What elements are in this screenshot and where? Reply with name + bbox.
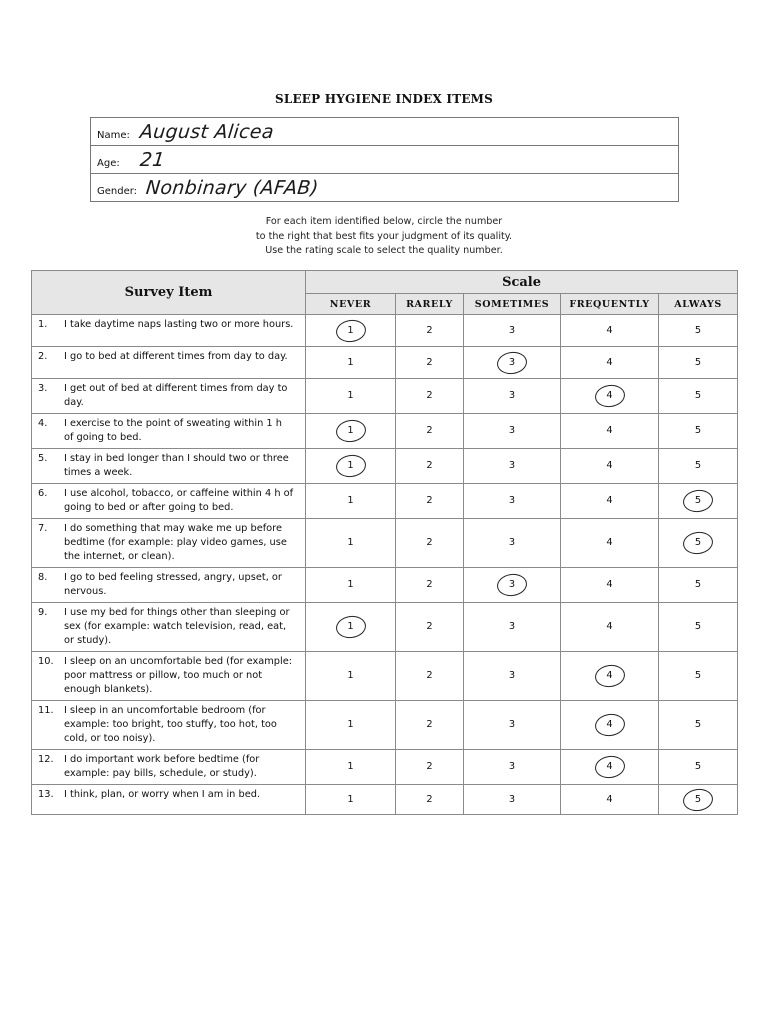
rating-option-cell[interactable] — [464, 652, 561, 701]
survey-table — [31, 270, 738, 815]
rating-option-cell[interactable] — [659, 750, 738, 785]
respondent-info-table — [90, 117, 679, 202]
rating-option[interactable]: 3 — [508, 425, 516, 436]
rating-option[interactable]: 4 — [606, 621, 613, 632]
item-text: I use alcohol, tobacco, or caffeine within 4 h of going to bed or after going to bed. — [64, 488, 294, 513]
rating-option-cell[interactable] — [306, 379, 396, 414]
scale-header: Scale — [306, 271, 738, 294]
rating-option[interactable]: 4 — [606, 495, 613, 506]
rating-option[interactable]: 2 — [426, 670, 433, 681]
item-text: I get out of bed at different times from day to day. — [64, 383, 288, 408]
survey-row — [32, 449, 738, 484]
rating-option-cell[interactable] — [306, 484, 396, 519]
item-number: 13. — [38, 789, 54, 800]
age-row — [91, 146, 679, 174]
rating-option[interactable]: 3 — [508, 537, 516, 548]
rating-option-cell[interactable] — [464, 449, 561, 484]
rating-option-cell[interactable] — [659, 449, 738, 484]
rating-option-cell[interactable] — [561, 315, 659, 347]
rating-option[interactable]: 2 — [426, 324, 433, 336]
rating-option[interactable]: 3 — [508, 390, 516, 401]
rating-option-cell[interactable] — [561, 347, 659, 379]
rating-option[interactable]: 5 — [694, 719, 702, 730]
rating-option[interactable]: 4 — [606, 793, 613, 805]
rating-option-cell[interactable] — [561, 519, 659, 568]
name-value: August Alicea — [139, 120, 276, 143]
rating-option-cell[interactable] — [464, 347, 561, 379]
rating-option-cell[interactable] — [659, 347, 738, 379]
rating-option-circled[interactable]: 4 — [602, 669, 618, 683]
rating-option[interactable]: 5 — [694, 390, 702, 401]
gender-field[interactable] — [91, 174, 679, 202]
rating-option-circled[interactable]: 1 — [343, 324, 359, 338]
page-title: SLEEP HYGIENE INDEX ITEMS — [274, 92, 494, 106]
item-number: 3. — [38, 383, 48, 394]
name-row — [91, 118, 679, 146]
rating-option-cell[interactable] — [396, 701, 464, 750]
rating-option[interactable]: 4 — [606, 460, 613, 471]
rating-option[interactable]: 3 — [508, 719, 516, 730]
rating-option-cell[interactable] — [561, 568, 659, 603]
rating-option-cell[interactable] — [396, 379, 464, 414]
rating-option[interactable]: 1 — [347, 390, 354, 401]
column-header-rarely: RARELY — [396, 294, 464, 315]
rating-option[interactable]: 4 — [606, 537, 613, 548]
survey-row — [32, 750, 738, 785]
survey-row — [32, 701, 738, 750]
rating-option-cell[interactable] — [306, 701, 396, 750]
gender-value: Nonbinary (AFAB) — [145, 176, 320, 199]
rating-option[interactable]: 1 — [347, 793, 354, 805]
rating-option-cell[interactable] — [306, 347, 396, 379]
item-text: I exercise to the point of sweating within 1 h of going to bed. — [64, 418, 282, 443]
survey-item-cell — [32, 379, 306, 414]
survey-row — [32, 785, 738, 815]
rating-option[interactable]: 5 — [694, 670, 702, 681]
rating-option-circled[interactable]: 4 — [602, 718, 618, 732]
survey-row — [32, 568, 738, 603]
item-number: 10. — [38, 656, 54, 667]
rating-option-cell[interactable] — [396, 603, 464, 652]
rating-option[interactable]: 5 — [694, 460, 702, 471]
rating-option-cell[interactable] — [659, 379, 738, 414]
item-text: I go to bed at different times from day to day. — [64, 351, 288, 362]
survey-item-cell — [32, 568, 306, 603]
item-text: I sleep in an uncomfortable bedroom (for example: too bright, too stuffy, too hot, too cold, or too noisy). — [64, 705, 277, 744]
rating-option[interactable]: 1 — [347, 761, 354, 772]
rating-option-cell[interactable] — [659, 785, 738, 815]
rating-option-circled[interactable]: 4 — [602, 760, 618, 774]
survey-item-cell — [32, 449, 306, 484]
survey-item-header: Survey Item — [32, 271, 306, 315]
rating-option-cell[interactable] — [659, 701, 738, 750]
item-text: I take daytime naps lasting two or more hours. — [64, 319, 294, 330]
rating-option-cell[interactable] — [306, 519, 396, 568]
survey-item-cell — [32, 750, 306, 785]
rating-option-cell[interactable] — [306, 414, 396, 449]
rating-option[interactable]: 5 — [694, 621, 702, 632]
rating-option-circled[interactable]: 1 — [343, 620, 359, 634]
survey-item-cell — [32, 603, 306, 652]
rating-option[interactable]: 3 — [508, 495, 516, 506]
rating-option-cell[interactable] — [659, 519, 738, 568]
rating-option-cell[interactable] — [561, 414, 659, 449]
item-number: 12. — [38, 754, 54, 765]
rating-option[interactable]: 2 — [426, 495, 433, 506]
survey-row — [32, 414, 738, 449]
survey-row — [32, 315, 738, 347]
rating-option[interactable]: 5 — [694, 324, 702, 336]
survey-row — [32, 652, 738, 701]
rating-option-circled[interactable]: 1 — [343, 459, 359, 473]
instruction-line: For each item identified below, circle the number — [265, 216, 503, 227]
rating-option[interactable]: 3 — [508, 670, 516, 681]
rating-option-cell[interactable] — [396, 414, 464, 449]
rating-option-cell[interactable] — [561, 449, 659, 484]
rating-option-cell[interactable] — [306, 315, 396, 347]
rating-option-cell[interactable] — [561, 484, 659, 519]
item-number: 2. — [38, 351, 48, 362]
age-field[interactable] — [91, 146, 679, 174]
item-number: 4. — [38, 418, 48, 429]
survey-item-cell — [32, 484, 306, 519]
survey-row — [32, 347, 738, 379]
rating-option-cell[interactable] — [561, 603, 659, 652]
rating-option-cell[interactable] — [306, 449, 396, 484]
rating-option-cell[interactable] — [659, 603, 738, 652]
instruction-line: to the right that best fits your judgment of its quality. — [255, 230, 513, 242]
instructions — [0, 215, 768, 259]
rating-option[interactable]: 4 — [606, 425, 613, 436]
rating-option[interactable]: 3 — [508, 761, 516, 772]
rating-option[interactable]: 3 — [508, 621, 516, 632]
rating-option[interactable]: 2 — [426, 579, 433, 590]
rating-option-cell[interactable] — [396, 568, 464, 603]
rating-option-cell[interactable] — [396, 652, 464, 701]
rating-option-cell[interactable] — [464, 519, 561, 568]
survey-item-cell — [32, 414, 306, 449]
rating-option-cell[interactable] — [396, 519, 464, 568]
column-header-frequently: FREQUENTLY — [561, 294, 659, 315]
rating-option[interactable]: 3 — [508, 793, 516, 805]
item-number: 7. — [38, 523, 48, 534]
rating-option-cell[interactable] — [396, 785, 464, 815]
rating-option-cell[interactable] — [396, 484, 464, 519]
survey-row — [32, 519, 738, 568]
column-header-never: NEVER — [306, 294, 396, 315]
rating-option[interactable]: 5 — [694, 579, 702, 590]
rating-option[interactable]: 2 — [426, 719, 433, 730]
gender-row — [91, 174, 679, 202]
item-text: I think, plan, or worry when I am in bed. — [64, 789, 261, 800]
rating-option[interactable]: 4 — [606, 579, 613, 590]
rating-option[interactable]: 2 — [426, 356, 433, 368]
rating-option-cell[interactable] — [306, 785, 396, 815]
rating-option-cell[interactable] — [659, 414, 738, 449]
rating-option-cell[interactable] — [396, 449, 464, 484]
rating-option-cell[interactable] — [396, 750, 464, 785]
rating-option-cell[interactable] — [561, 785, 659, 815]
rating-option[interactable]: 4 — [606, 324, 613, 336]
rating-option-cell[interactable] — [464, 750, 561, 785]
rating-option[interactable]: 1 — [347, 719, 354, 730]
column-header-sometimes: SOMETIMES — [464, 294, 561, 315]
survey-row — [32, 379, 738, 414]
rating-option[interactable]: 4 — [606, 356, 613, 368]
item-number: 8. — [38, 572, 48, 583]
survey-row — [32, 484, 738, 519]
rating-option[interactable]: 1 — [347, 356, 354, 368]
survey-item-cell — [32, 701, 306, 750]
rating-option[interactable]: 2 — [426, 460, 433, 471]
rating-option-cell[interactable] — [561, 379, 659, 414]
rating-option-cell[interactable] — [306, 652, 396, 701]
rating-option-cell[interactable] — [464, 315, 561, 347]
rating-option-cell[interactable] — [464, 484, 561, 519]
survey-item-cell — [32, 347, 306, 379]
item-text: I use my bed for things other than sleeping or sex (for example: watch television, read, eat, or study). — [64, 607, 290, 646]
rating-option-cell[interactable] — [306, 750, 396, 785]
rating-option[interactable]: 2 — [426, 537, 433, 548]
rating-option-cell[interactable] — [396, 315, 464, 347]
rating-option-cell[interactable] — [464, 568, 561, 603]
age-value: 21 — [139, 148, 167, 171]
survey-item-cell — [32, 519, 306, 568]
rating-option[interactable]: 3 — [508, 324, 516, 336]
rating-option[interactable]: 2 — [426, 761, 433, 772]
rating-option[interactable]: 5 — [694, 761, 702, 772]
survey-item-cell — [32, 785, 306, 815]
item-text: I go to bed feeling stressed, angry, upset, or nervous. — [64, 572, 282, 597]
rating-option[interactable]: 3 — [508, 460, 516, 471]
rating-option-cell[interactable] — [306, 568, 396, 603]
rating-option-cell[interactable] — [464, 414, 561, 449]
rating-option-cell[interactable] — [561, 652, 659, 701]
rating-option-circled[interactable]: 5 — [690, 536, 706, 550]
rating-option[interactable]: 5 — [694, 425, 702, 436]
item-text: I do something that may wake me up before bedtime (for example: play video games, use the internet, or clean). — [64, 523, 287, 562]
item-number: 6. — [38, 488, 48, 499]
rating-option-circled[interactable]: 5 — [690, 494, 706, 508]
rating-option-cell[interactable] — [659, 568, 738, 603]
rating-option-cell[interactable] — [561, 750, 659, 785]
rating-option[interactable]: 2 — [426, 425, 433, 436]
rating-option-cell[interactable] — [659, 315, 738, 347]
rating-option-cell[interactable] — [659, 652, 738, 701]
rating-option-cell[interactable] — [464, 603, 561, 652]
rating-option-cell[interactable] — [396, 347, 464, 379]
name-field[interactable] — [91, 118, 679, 146]
survey-item-cell — [32, 315, 306, 347]
item-text: I do important work before bedtime (for example: pay bills, schedule, or study). — [64, 754, 260, 779]
rating-option-cell[interactable] — [659, 484, 738, 519]
item-number: 1. — [38, 319, 48, 330]
rating-option-cell[interactable] — [464, 785, 561, 815]
item-text: I stay in bed longer than I should two or three times a week. — [64, 453, 289, 478]
rating-option-cell[interactable] — [464, 701, 561, 750]
instruction-line: Use the rating scale to select the quality number. — [265, 245, 503, 256]
age-label: Age: — [97, 157, 120, 169]
rating-option[interactable]: 1 — [347, 537, 354, 548]
rating-option[interactable]: 2 — [426, 621, 433, 632]
survey-item-cell — [32, 652, 306, 701]
rating-option-circled[interactable]: 3 — [504, 356, 520, 370]
item-number: 9. — [38, 607, 48, 618]
rating-option[interactable]: 1 — [347, 670, 354, 681]
gender-label: Gender: — [97, 185, 138, 197]
item-number: 5. — [38, 453, 48, 464]
rating-option-circled[interactable]: 1 — [343, 424, 359, 438]
rating-option[interactable]: 2 — [426, 793, 433, 805]
rating-option-circled[interactable]: 3 — [504, 578, 520, 592]
column-header-always: ALWAYS — [659, 294, 738, 315]
rating-option[interactable]: 5 — [694, 356, 702, 368]
rating-option-cell[interactable] — [306, 603, 396, 652]
rating-option-circled[interactable]: 5 — [690, 793, 706, 807]
survey-row — [32, 603, 738, 652]
rating-option[interactable]: 1 — [347, 579, 354, 590]
name-label: Name: — [97, 129, 130, 141]
rating-option[interactable]: 2 — [426, 390, 433, 401]
rating-option-cell[interactable] — [561, 701, 659, 750]
rating-option-cell[interactable] — [464, 379, 561, 414]
rating-option[interactable]: 1 — [347, 495, 354, 506]
item-text: I sleep on an uncomfortable bed (for example: poor mattress or pillow, too much or not enough blankets). — [64, 656, 293, 695]
item-number: 11. — [38, 705, 54, 716]
rating-option-circled[interactable]: 4 — [602, 389, 618, 403]
